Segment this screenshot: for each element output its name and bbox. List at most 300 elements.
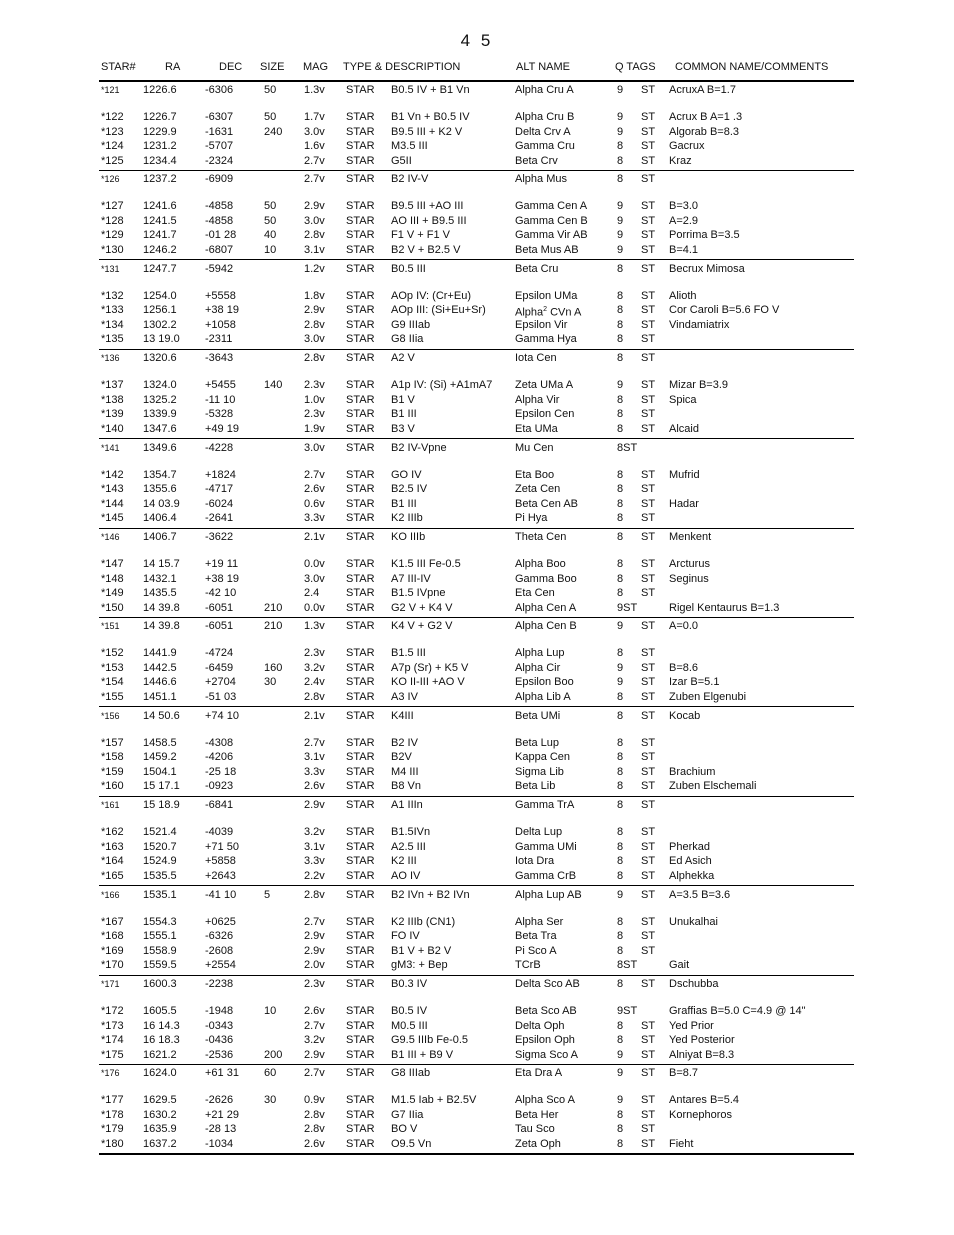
q-cell: 8 [617,765,624,778]
type-cell: STAR [346,125,375,138]
star-number: *146 [101,532,120,542]
alt-name-cell: Beta Sco AB [515,1005,577,1017]
table-row [0,944,954,958]
description-cell: B2 IV [391,736,418,749]
mag-cell: 3.0v [304,214,325,227]
q-cell: 8 [617,154,624,167]
comment-cell: Alniyat B=8.3 [669,1048,735,1061]
table-row [0,407,954,421]
q-cell: 8 [617,497,624,510]
star-number: *141 [101,442,120,453]
type-cell: STAR [346,304,375,317]
ra-cell: 1234.4 [143,154,177,167]
alt-name-cell: Sigma Lib [515,765,564,778]
type-cell: STAR [346,393,375,406]
star-number: *155 [101,690,124,703]
size-cell: 10 [264,243,277,256]
mag-cell: 2.7v [304,468,325,481]
table-row [0,646,954,660]
q-cell: 8 [617,751,624,764]
ra-cell: 1320.6 [143,352,177,365]
comment-cell: Izar B=5.1 [669,676,720,689]
dec-cell: +2554 [205,959,236,972]
star-number: *143 [101,483,124,496]
ra-cell: 1231.2 [143,140,177,152]
tags-cell: ST [641,214,656,227]
mag-cell: 2.9v [304,799,325,812]
description-cell: B0.5 IV + B1 Vn [391,84,470,96]
alt-name-cell: Gamma Cen B [515,214,588,227]
tags-cell: ST [641,379,656,392]
tags-cell: ST [641,173,656,186]
table-row [0,675,954,689]
ra-cell: 1254.0 [143,289,177,302]
alt-name-cell: Theta Cen [515,531,567,543]
dec-cell: +2704 [205,676,236,689]
alt-name-cell: Pi Hya [515,512,548,525]
tags-cell: ST [641,352,656,365]
alt-name-cell: Alpha Cru A [515,84,574,96]
tags-cell: ST [641,125,656,138]
tags-cell: ST [641,840,656,853]
table-row [0,619,954,633]
star-number: *128 [101,214,124,227]
description-cell: AO IV [391,869,421,882]
q-cell: 8 [617,709,624,722]
mag-cell: 2.9v [304,930,325,943]
dec-cell: +38 19 [205,304,239,317]
tags-cell: ST [641,826,656,839]
q-cell: 8 [617,512,624,525]
ra-cell: 16 18.3 [143,1034,180,1046]
mag-cell: 3.1v [304,751,325,764]
q-cell: 8 [617,318,624,331]
type-cell: STAR [346,262,375,275]
comment-cell: Zuben Elgenubi [669,690,747,703]
group-separator [99,438,854,439]
tags-cell: ST [641,690,656,703]
q-cell: 8 [617,869,624,882]
type-cell: STAR [346,468,375,481]
description-cell: K1.5 III Fe-0.5 [391,558,461,570]
q-cell: 9 [617,243,624,256]
q-cell: 8 [617,1019,624,1032]
alt-name-cell: Beta Lib [515,780,556,793]
alt-name-cell: Alpha Vir [515,393,560,406]
dec-cell: +38 19 [205,572,239,585]
alt-name-cell: Beta Cru [515,262,559,275]
type-cell: STAR [346,780,375,793]
table-row [0,779,954,793]
description-cell: M0.5 III [391,1019,428,1032]
q-cell: 8 [617,587,624,599]
header-dec: DEC [219,61,243,73]
dec-cell: -6051 [205,601,234,614]
mag-cell: 2.7v [304,1067,325,1080]
mag-cell: 2.9v [304,1048,325,1061]
description-cell: K4III [391,709,414,722]
description-cell: A7p (Sr) + K5 V [391,661,469,674]
tags-cell: ST [641,422,656,435]
mag-cell: 2.6v [304,483,325,496]
header-rule [99,80,854,82]
tags-cell: ST [641,333,656,346]
type-cell: STAR [346,888,375,901]
comment-cell: Kornephoros [669,1108,732,1121]
description-cell: AOp IV: (Cr+Eu) [391,289,471,302]
q-cell: 8 [617,262,624,275]
comment-cell: Seginus [669,572,709,585]
star-number: *152 [101,647,124,660]
comment-cell: Yed Posterior [669,1034,735,1046]
dec-cell: -6306 [205,84,234,96]
star-number: *168 [101,930,124,943]
type-cell: STAR [346,930,375,943]
mag-cell: 2.7v [304,736,325,749]
table-row [0,468,954,482]
comment-cell: B=8.7 [669,1067,699,1080]
type-cell: STAR [346,709,375,722]
ra-cell: 1605.5 [143,1005,177,1017]
dec-cell: -5707 [205,140,234,152]
mag-cell: 3.3v [304,512,325,525]
mag-cell: 1.8v [304,289,325,302]
star-number: *167 [101,915,124,928]
ra-cell: 1559.5 [143,959,177,972]
ra-cell: 1406.4 [143,512,177,525]
type-cell: STAR [346,944,375,957]
ra-cell: 1325.2 [143,393,177,406]
type-cell: STAR [346,676,375,689]
dec-cell: -2311 [205,333,233,346]
size-cell: 60 [264,1067,277,1080]
alt-name-cell: Delta Oph [515,1019,565,1032]
mag-cell: 2.7v [304,1019,325,1032]
q-cell: 8 [617,780,624,793]
alt-name-cell: TCrB [515,959,541,972]
mag-cell: 2.7v [304,915,325,928]
description-cell: K2 IIIb (CN1) [391,915,456,928]
table-row [0,139,954,153]
tags-cell: ST [641,393,656,406]
dec-cell: -1034 [205,1137,234,1150]
alt-name-cell: Gamma CrB [515,869,577,882]
description-cell: GO IV [391,468,422,481]
ra-cell: 1241.7 [143,229,177,242]
mag-cell: 2.0v [304,959,325,972]
mag-cell: 0.0v [304,601,325,614]
table-row [0,1004,954,1018]
description-cell: M1.5 Iab + B2.5V [391,1094,477,1107]
dec-cell: +1058 [205,318,236,331]
star-number: *162 [101,826,124,839]
ra-cell: 1630.2 [143,1108,177,1121]
table-row [0,243,954,257]
table-row [0,199,954,213]
group-separator [99,796,854,797]
star-number: *169 [101,944,124,957]
type-cell: STAR [346,512,375,525]
table-row [0,482,954,496]
type-cell: STAR [346,483,375,496]
ra-cell: 1520.7 [143,840,177,853]
size-cell: 30 [264,1094,277,1107]
ra-cell: 1355.6 [143,483,177,496]
mag-cell: 3.0v [304,572,325,585]
star-number: *171 [101,979,120,989]
q-cell: 8 [617,915,624,928]
comment-cell: Unukalhai [669,915,718,928]
alt-name-cell: Delta Sco AB [515,978,580,990]
table-row [0,825,954,839]
q-cell: 9 [617,1067,624,1080]
tags-cell: ST [641,200,656,213]
type-cell: STAR [346,531,375,543]
dec-cell: +74 10 [205,709,239,722]
q-cell: 9 [617,1048,624,1061]
mag-cell: 3.2v [304,1034,325,1046]
dec-cell: -2324 [205,154,234,167]
dec-cell: +2643 [205,869,236,882]
q-cell: 8 [617,572,624,585]
alt-name-cell: Epsilon Vir [515,318,568,331]
alt-name-cell: Zeta Oph [515,1137,561,1150]
star-number: *176 [101,1068,120,1079]
dec-cell: -2608 [205,944,234,957]
comment-cell: B=4.1 [669,243,699,256]
star-number: *135 [101,333,124,346]
mag-cell: 2.4 [304,587,320,599]
comment-cell: Porrima B=3.5 [669,229,740,242]
mag-cell: 1.7v [304,111,325,123]
star-number: *139 [101,408,124,421]
tags-cell: ST [641,243,656,256]
group-separator [99,528,854,529]
q-cell: 8 [617,558,624,570]
comment-cell: Fieht [669,1137,694,1150]
q-cell: 8 [617,468,624,481]
mag-cell: 0.6v [304,497,325,510]
type-cell: STAR [346,352,375,365]
type-cell: STAR [346,1048,375,1061]
star-number: *157 [101,736,124,749]
star-number: *177 [101,1094,124,1107]
dec-cell: -5942 [205,262,234,275]
dec-cell: -4228 [205,441,234,454]
star-number: *166 [101,889,120,900]
table-bottom-rule [99,1153,854,1155]
q-cell: 9 [617,125,624,138]
alt-name-cell: Alpha Cen B [515,620,577,633]
table-row [0,798,954,812]
dec-cell: -6051 [205,620,234,633]
description-cell: B0.3 IV [391,978,428,990]
description-cell: B2 V + B2.5 V [391,243,461,256]
dec-cell: -4308 [205,736,234,749]
star-number: *173 [101,1019,124,1032]
ra-cell: 1521.4 [143,826,177,839]
alt-name-cell: Alpha Cir [515,661,561,674]
description-cell: A7 III-IV [391,572,431,585]
dec-cell: +1824 [205,468,236,481]
alt-name-cell: Beta Lup [515,736,560,749]
tags-cell: ST [641,620,656,633]
comment-cell: AcruxA B=1.7 [669,84,736,96]
tags-cell: ST [641,709,656,722]
dec-cell: -5328 [205,408,234,421]
alt-name-cell: Kappa Cen [515,751,571,764]
type-cell: STAR [346,1094,375,1107]
tags-cell: ST [641,1094,656,1107]
star-number: *161 [101,800,120,811]
description-cell: KO II-III +AO V [391,676,465,689]
dec-cell: +5858 [205,855,236,868]
alt-name-cell: Beta Mus AB [515,243,579,256]
table-row [0,736,954,750]
comment-cell: Acrux B A=1 .3 [669,111,743,123]
star-number: *151 [101,621,120,632]
description-cell: B0.5 III [391,262,426,275]
group-separator [99,885,854,886]
type-cell: STAR [346,826,375,839]
tags-cell: ST [641,676,656,689]
star-number: *178 [101,1108,124,1121]
table-row [0,1033,954,1047]
table-row [0,1066,954,1080]
description-cell: G9.5 IIIb Fe-0.5 [391,1034,469,1046]
ra-cell: 1256.1 [143,304,177,317]
group-separator [99,975,854,976]
description-cell: B2 IV-V [391,173,429,186]
q-cell: 8 [617,393,624,406]
ra-cell: 1535.5 [143,869,177,882]
header-comments: COMMON NAME/COMMENTS [675,61,829,73]
tags-cell: ST [641,140,656,152]
q-cell: 8 [617,799,624,812]
comment-cell: Rigel Kentaurus B=1.3 [669,601,780,614]
type-cell: STAR [346,1123,375,1136]
q-cell: 9 [617,1094,624,1107]
star-number: *147 [101,558,124,570]
tags-cell: ST [641,229,656,242]
comment-cell: Algorab B=8.3 [669,125,740,138]
star-number: *163 [101,840,124,853]
type-cell: STAR [346,243,375,256]
description-cell: G5II [391,154,412,167]
type-cell: STAR [346,959,375,972]
type-cell: STAR [346,1019,375,1032]
mag-cell: 2.8v [304,229,325,242]
size-cell: 200 [264,1048,283,1061]
dec-cell: -51 03 [205,690,237,703]
tags-cell: ST [641,289,656,302]
q-cell: 8ST [617,441,638,454]
description-cell: K2 III [391,855,417,868]
mag-cell: 1.6v [304,140,325,152]
dec-cell: +49 19 [205,422,239,435]
type-cell: STAR [346,333,375,346]
dec-cell: +5558 [205,289,236,302]
ra-cell: 14 50.6 [143,709,180,722]
description-cell: B1.5 III [391,647,426,660]
dec-cell: -28 13 [205,1123,237,1136]
dec-cell: +21 29 [205,1108,239,1121]
tags-cell: ST [641,1019,656,1032]
mag-cell: 3.2v [304,826,325,839]
tags-cell: ST [641,765,656,778]
alt-name-cell: Tau Sco [515,1123,555,1136]
q-cell: 8 [617,647,624,660]
comment-cell: Menkent [669,531,712,543]
tags-cell: ST [641,1048,656,1061]
q-cell: 9 [617,229,624,242]
description-cell: A1p IV: (Si) +A1mA7 [391,379,493,392]
alt-name-cell: Beta Cen AB [515,497,578,510]
ra-cell: 1451.1 [143,690,177,703]
comment-cell: Mizar B=3.9 [669,379,728,392]
q-cell: 8 [617,531,624,543]
type-cell: STAR [346,978,375,990]
table-row [0,888,954,902]
q-cell: 9 [617,620,624,633]
description-cell: AO III + B9.5 III [391,214,467,227]
alt-name-cell: Gamma Hya [515,333,577,346]
table-row [0,511,954,525]
star-number: *154 [101,676,124,689]
table-row [0,83,954,97]
star-number: *140 [101,422,124,435]
group-separator [99,170,854,171]
comment-cell: Yed Prior [669,1019,714,1032]
alt-name-cell: Eta Boo [515,468,555,481]
comment-cell: B=8.6 [669,661,699,674]
description-cell: B0.5 IV [391,1005,428,1017]
alt-name-cell: Zeta Cen [515,483,561,496]
description-cell: B2 IVn + B2 IVn [391,888,470,901]
type-cell: STAR [346,765,375,778]
description-cell: AOp III: (Si+Eu+Sr) [391,304,486,317]
q-cell: 8 [617,140,624,152]
type-cell: STAR [346,587,375,599]
ra-cell: 15 17.1 [143,780,180,793]
ra-cell: 1435.5 [143,587,177,599]
q-cell: 9 [617,676,624,689]
dec-cell: -4717 [205,483,234,496]
star-number: *156 [101,710,120,721]
star-number: *137 [101,379,124,392]
description-cell: B1 III [391,497,417,510]
table-row [0,765,954,779]
size-cell: 210 [264,620,283,633]
comment-cell: Vindamiatrix [669,318,730,331]
dec-cell: -6326 [205,930,234,943]
comment-cell: Ed Asich [669,855,712,868]
table-row [0,332,954,346]
mag-cell: 0.9v [304,1094,325,1107]
mag-cell: 2.8v [304,1123,325,1136]
mag-cell: 1.3v [304,84,325,96]
dec-cell: -2536 [205,1048,234,1061]
comment-cell: Mufrid [669,468,700,481]
mag-cell: 3.3v [304,855,325,868]
type-cell: STAR [346,379,375,392]
q-cell: 8 [617,840,624,853]
dec-cell: -6841 [205,799,234,812]
ra-cell: 1229.9 [143,125,177,138]
comment-cell: Pherkad [669,840,710,853]
table-row [0,393,954,407]
alt-name-cell: Eta Dra A [515,1067,563,1080]
